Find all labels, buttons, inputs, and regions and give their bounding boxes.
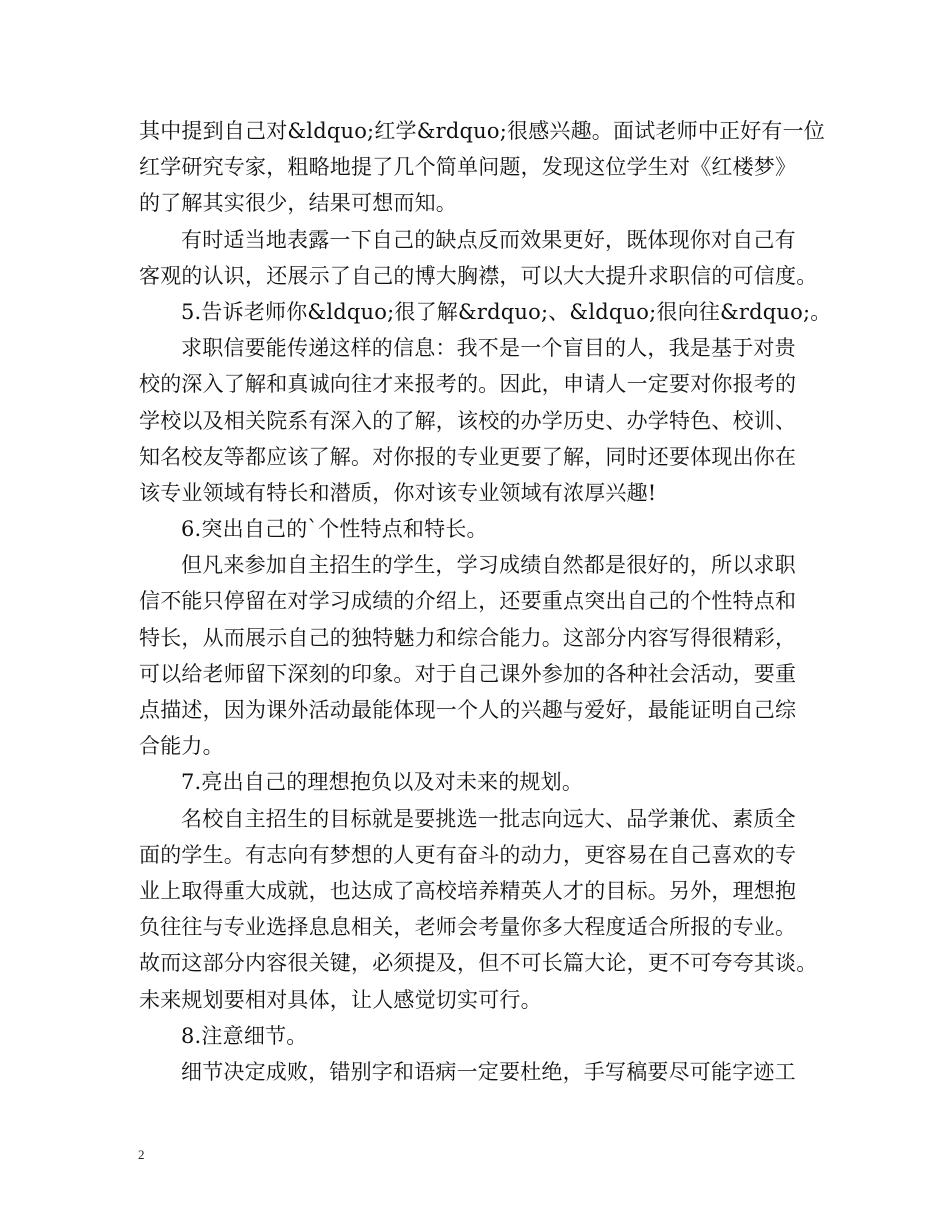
paragraph-line: 其中提到自己对&ldquo;红学&rdquo;很感兴趣。面试老师中正好有一位 [139,119,825,143]
paragraph-first-line: 7.亮出自己的理想抱负以及对未来的规划。 [181,770,584,795]
page-number: 2 [138,1147,145,1162]
paragraph-line: 校的深入了解和真诚向往才来报考的。因此，申请人一定要对你报考的 [139,372,797,397]
paragraph-first-line: 5.告诉老师你&ldquo;很了解&rdquo;、&ldquo;很向往&rdquo;。 [181,299,832,324]
paragraph-line: 业上取得重大成就，也达成了高校培养精英人才的目标。另外，理想抱 [139,878,797,903]
paragraph-first-line: 细节决定成败，错别字和语病一定要杜绝，手写稿要尽可能字迹工 [181,1059,796,1084]
paragraph-first-line: 有时适当地表露一下自己的缺点反而效果更好，既体现你对自己有 [181,227,796,252]
paragraph-line: 该专业领域有特长和潜质，你对该专业领域有浓厚兴趣! [139,480,657,505]
document-body [139,113,839,1090]
paragraph-line: 未来规划要相对具体，让人感觉切实可行。 [139,987,542,1012]
paragraph-line: 红学研究专家，粗略地提了几个简单问题，发现这位学生对《红楼梦》 [139,155,797,180]
paragraph-first-line: 6.突出自己的`个性特点和特长。 [181,517,488,542]
paragraph-line: 知名校友等都应该了解。对你报的专业更要了解，同时还要体现出你在 [139,444,797,469]
paragraph-line: 信不能只停留在对学习成绩的介绍上，还要重点突出自己的个性特点和 [139,589,797,614]
paragraph-line: 合能力。 [139,734,224,759]
paragraph-line: 点描述，因为课外活动最能体现一个人的兴趣与爱好，最能证明自己综 [139,698,797,722]
paragraph-line: 的了解其实很少，结果可想而知。 [139,191,457,216]
paragraph-line: 可以给老师留下深刻的印象。对于自己课外参加的各种社会活动，要重 [139,661,797,686]
paragraph-first-line: 名校自主招生的目标就是要挑选一批志向远大、品学兼优、素质全 [181,806,796,831]
paragraph-first-line: 8.注意细节。 [181,1023,308,1048]
paragraph-line: 客观的认识，还展示了自己的博大胸襟，可以大大提升求职信的可信度。 [139,263,818,288]
paragraph-first-line: 但凡来参加自主招生的学生，学习成绩自然都是很好的，所以求职 [181,553,796,578]
paragraph-line: 负往往与专业选择息息相关，老师会考量你多大程度适合所报的专业。 [139,915,797,940]
paragraph-first-line: 求职信要能传递这样的信息：我不是一个盲目的人，我是基于对贵 [181,336,796,361]
paragraph-line: 故而这部分内容很关键，必须提及，但不可长篇大论，更不可夸夸其谈。 [139,951,818,976]
paragraph-line: 学校以及相关院系有深入的了解，该校的办学历史、办学特色、校训、 [139,408,797,433]
paragraph-line: 面的学生。有志向有梦想的人更有奋斗的动力，更容易在自己喜欢的专 [139,842,797,867]
paragraph-line: 特长，从而展示自己的独特魅力和综合能力。这部分内容写得很精彩， [139,625,797,650]
